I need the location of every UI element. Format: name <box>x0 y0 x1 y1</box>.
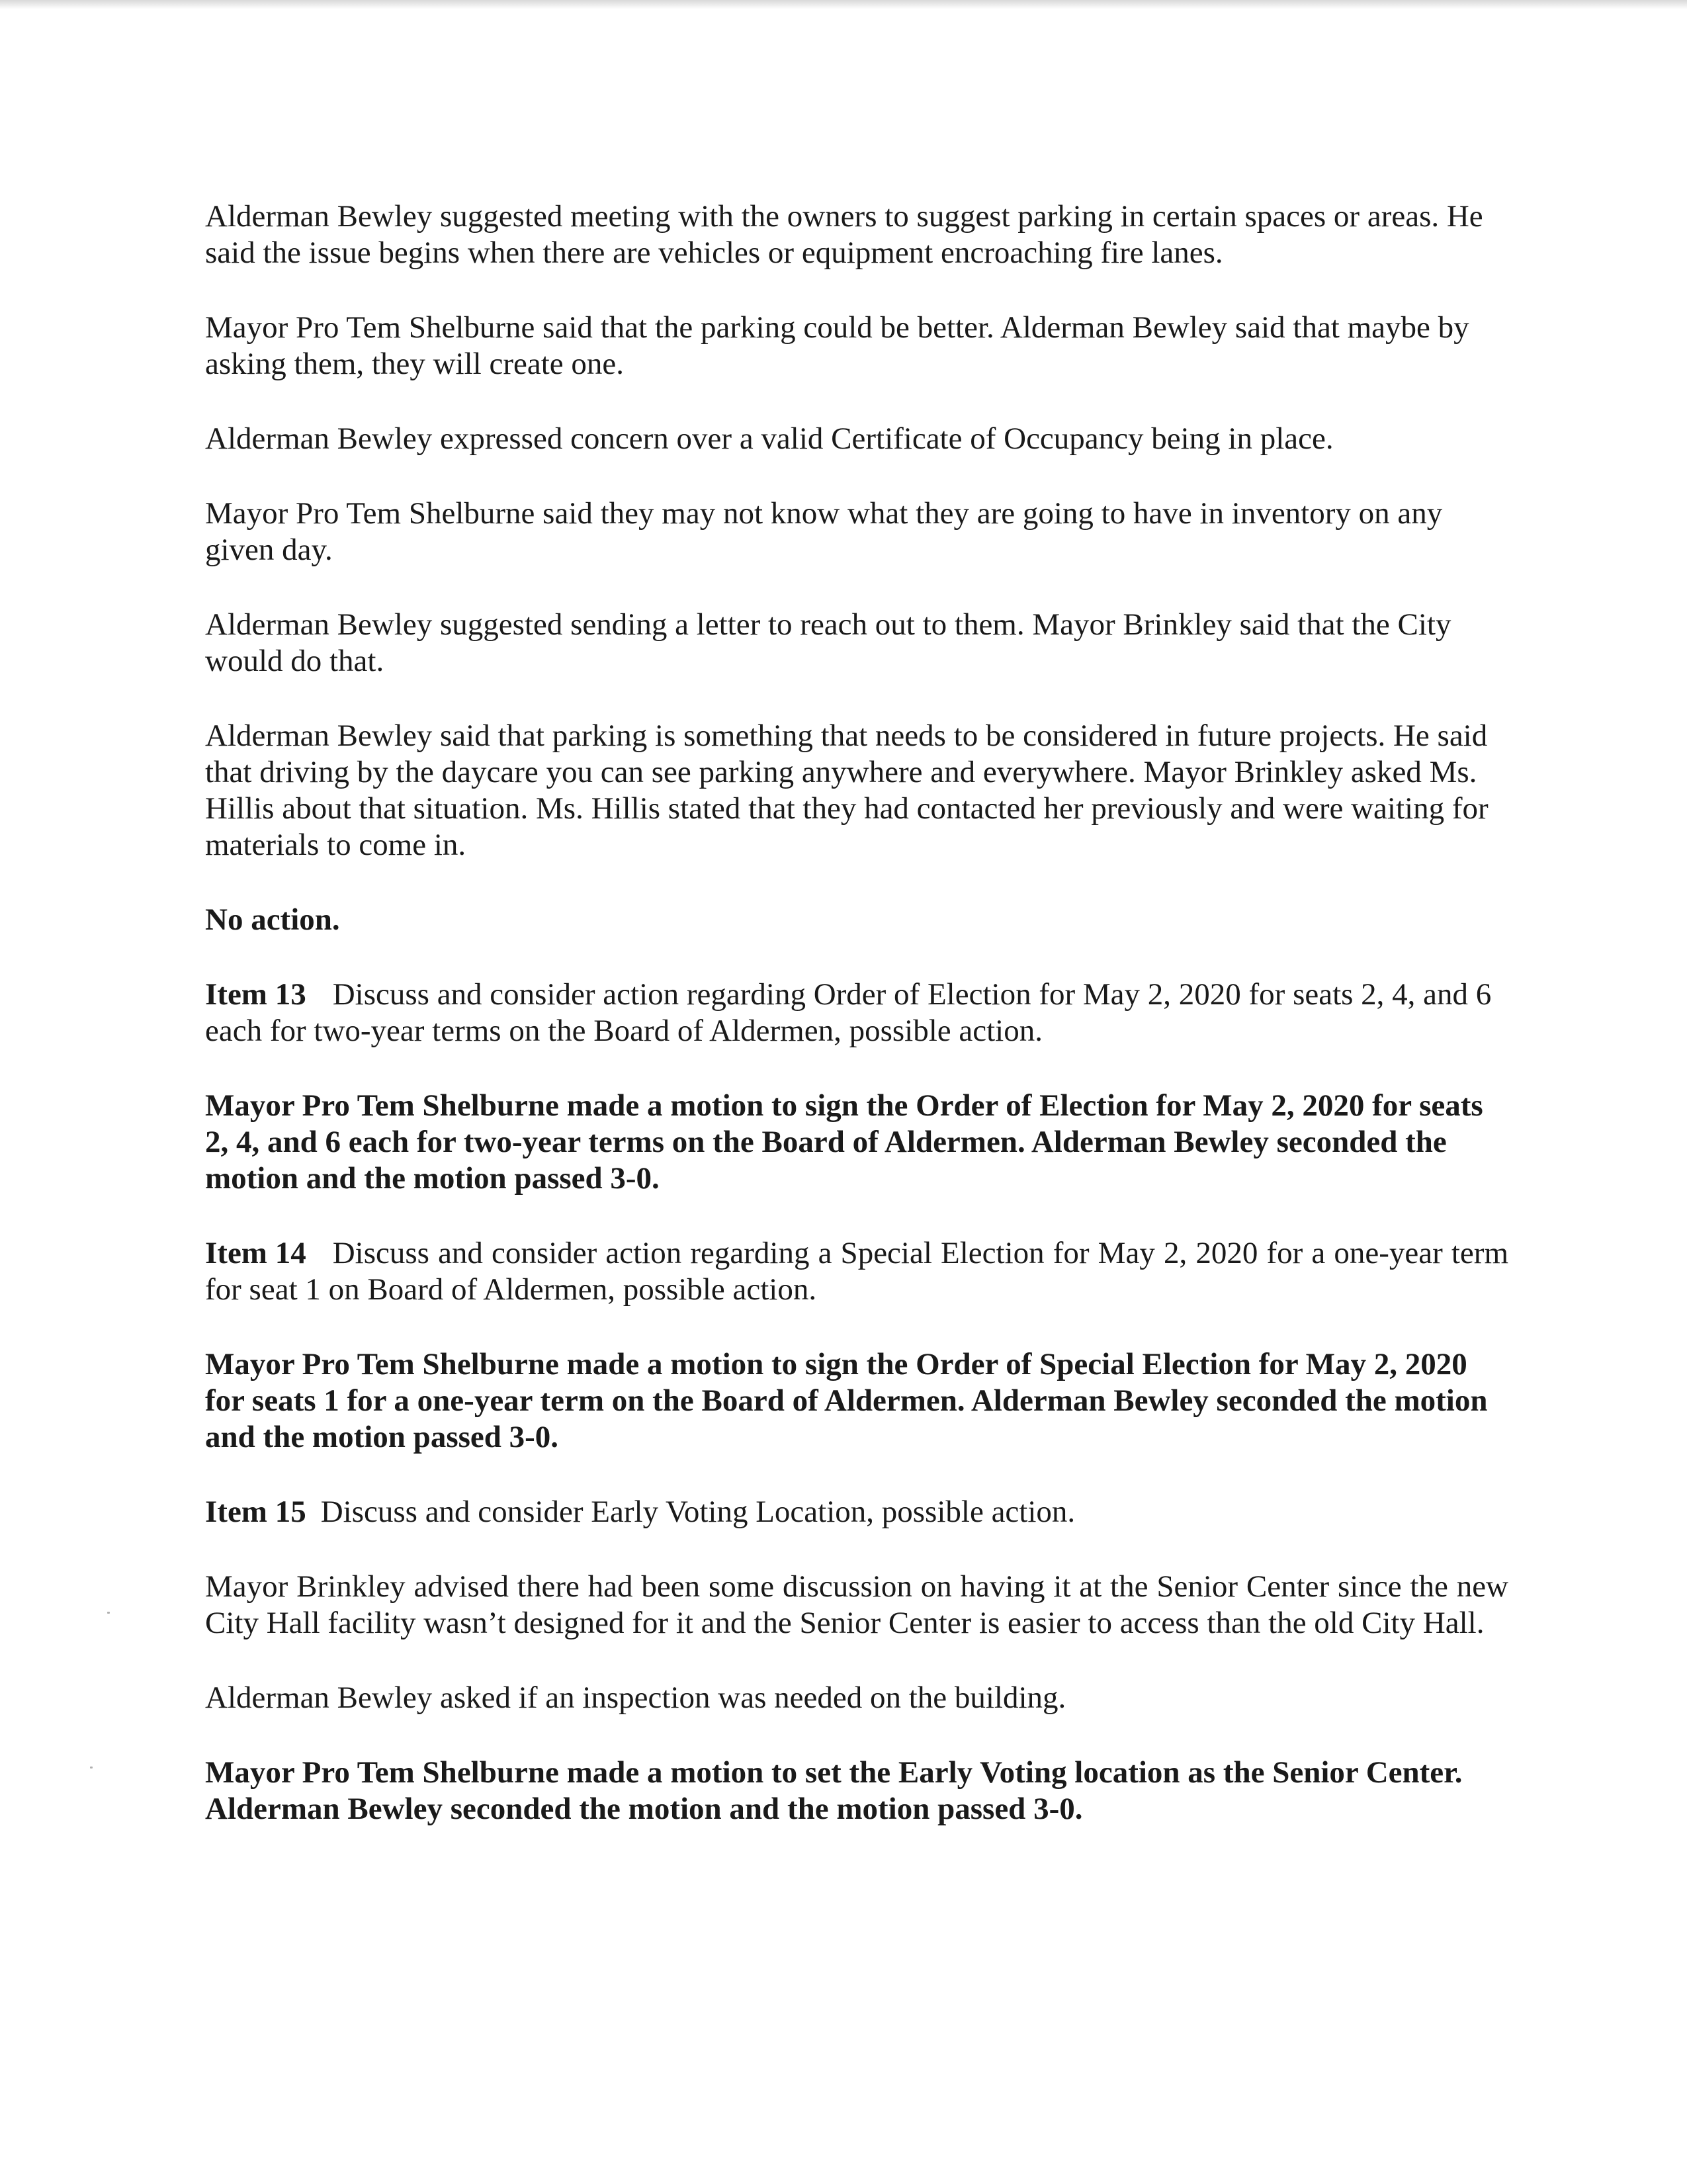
agenda-item-14 <box>205 1235 1508 1308</box>
agenda-item-15 <box>205 1494 1508 1530</box>
paragraph-parking-suggestion: Alderman Bewley suggested meeting with the owners to suggest parking in certain spaces or areas. He said the issue begins when there are vehicles or equipment encroaching fire lanes. <box>205 199 1483 270</box>
item-15-label: Item 15 <box>205 1495 306 1529</box>
item-14-label: Item 14 <box>205 1236 306 1270</box>
paragraph-daycare-parking: Alderman Bewley said that parking is something that needs to be considered in future projects. He said that driving by the daycare you can see parking anywhere and everywhere. Mayor Brinkley asked Ms. Hillis about that situation. Ms. Hillis stated that they had contacted her previously and were waiting for materials to come in. <box>205 719 1489 862</box>
item-13-motion: Mayor Pro Tem Shelburne made a motion to sign the Order of Election for May 2, 2020 for seats 2, 4, and 6 each for two-year terms on the Board of Aldermen. Alderman Bewley seconded the motion and the motion passed 3-0. <box>205 1088 1483 1196</box>
minutes-page <box>205 198 1508 1866</box>
scan-edge <box>0 0 1687 9</box>
item-13-description: Discuss and consider action regarding Order of Election for May 2, 2020 for seats 2, 4, and 6 each for two-year terms on the Board of Aldermen, possible action. <box>205 977 1492 1048</box>
paragraph-certificate-concern: Alderman Bewley expressed concern over a valid Certificate of Occupancy being in place. <box>205 421 1334 456</box>
item-15-discussion-inspection: Alderman Bewley asked if an inspection was needed on the building. <box>205 1681 1066 1715</box>
paragraph-parking-better: Mayor Pro Tem Shelburne said that the parking could be better. Alderman Bewley said that maybe by asking them, they will create one. <box>205 310 1469 381</box>
scan-speck <box>107 1612 110 1614</box>
paragraph-inventory: Mayor Pro Tem Shelburne said they may not know what they are going to have in inventory on any given day. <box>205 496 1443 567</box>
item-14-description: Discuss and consider action regarding a Special Election for May 2, 2020 for a one-year term for seat 1 on Board of Aldermen, possible action. <box>205 1236 1508 1307</box>
scan-speck <box>90 1767 93 1769</box>
item-14-motion: Mayor Pro Tem Shelburne made a motion to sign the Order of Special Election for May 2, 2020 for seats 1 for a one-year term on the Board of Aldermen. Alderman Bewley seconded the motion and the motion passed 3-0. <box>205 1347 1488 1454</box>
paragraph-letter: Alderman Bewley suggested sending a letter to reach out to them. Mayor Brinkley said that the City would do that. <box>205 607 1451 678</box>
item-15-description: Discuss and consider Early Voting Location, possible action. <box>320 1495 1076 1529</box>
item-13-label: Item 13 <box>205 977 306 1012</box>
agenda-item-13 <box>205 977 1508 1049</box>
no-action-note: No action. <box>205 902 340 937</box>
item-15-discussion-senior-center: Mayor Brinkley advised there had been some discussion on having it at the Senior Center since the new City Hall facility wasn’t designed for it and the Senior Center is easier to access than the old City Hall. <box>205 1569 1508 1640</box>
item-15-motion: Mayor Pro Tem Shelburne made a motion to set the Early Voting location as the Senior Center. Alderman Bewley seconded the motion and the motion passed 3-0. <box>205 1755 1463 1826</box>
